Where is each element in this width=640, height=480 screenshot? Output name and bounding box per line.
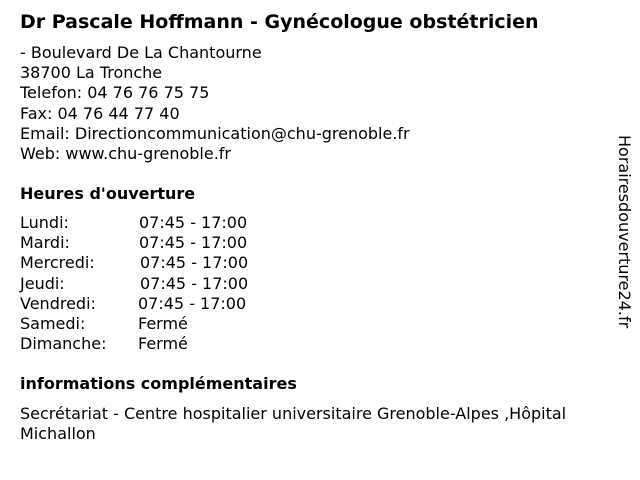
additional-info-text: Secrétariat - Centre hospitalier universitaire Grenoble-Alpes ,Hôpital Michallon [20,404,567,443]
day-label: Dimanche: [20,334,107,354]
time-value: 07:45 - 17:00 [140,273,249,293]
contact-block [20,43,410,164]
address-line-1: - Boulevard De La Chantourne [20,43,262,62]
page-title: Dr Pascale Hoffmann - Gynécologue obstétricien [20,11,539,33]
day-label: Mercredi: [20,253,95,273]
time-value: 07:45 - 17:00 [140,253,249,273]
time-value: 07:45 - 17:00 [139,213,248,232]
opening-hours-heading: Heures d'ouverture [20,184,196,203]
additional-info-heading: informations complémentaires [20,374,297,393]
time-value: Fermé [138,334,188,354]
email-text: Email: Directioncommunication@chu-grenoble.fr [20,123,410,143]
phone-text: Telefon: 04 76 76 75 75 [20,83,210,103]
address-line-2: 38700 La Tronche [20,63,163,83]
time-value: 07:45 - 17:00 [139,233,248,253]
time-value: 07:45 - 17:00 [138,293,247,313]
time-value: Fermé [138,313,188,333]
day-label: Samedi: [20,313,86,333]
fax-text: Fax: 04 76 44 77 40 [20,103,180,123]
day-label: Jeudi: [20,273,65,293]
day-label: Lundi: [20,213,69,232]
day-label: Vendredi: [20,293,96,313]
site-watermark: Horairesdouverture24.fr [615,135,634,329]
day-label: Mardi: [20,233,70,253]
web-text: Web: www.chu-grenoble.fr [20,144,231,164]
